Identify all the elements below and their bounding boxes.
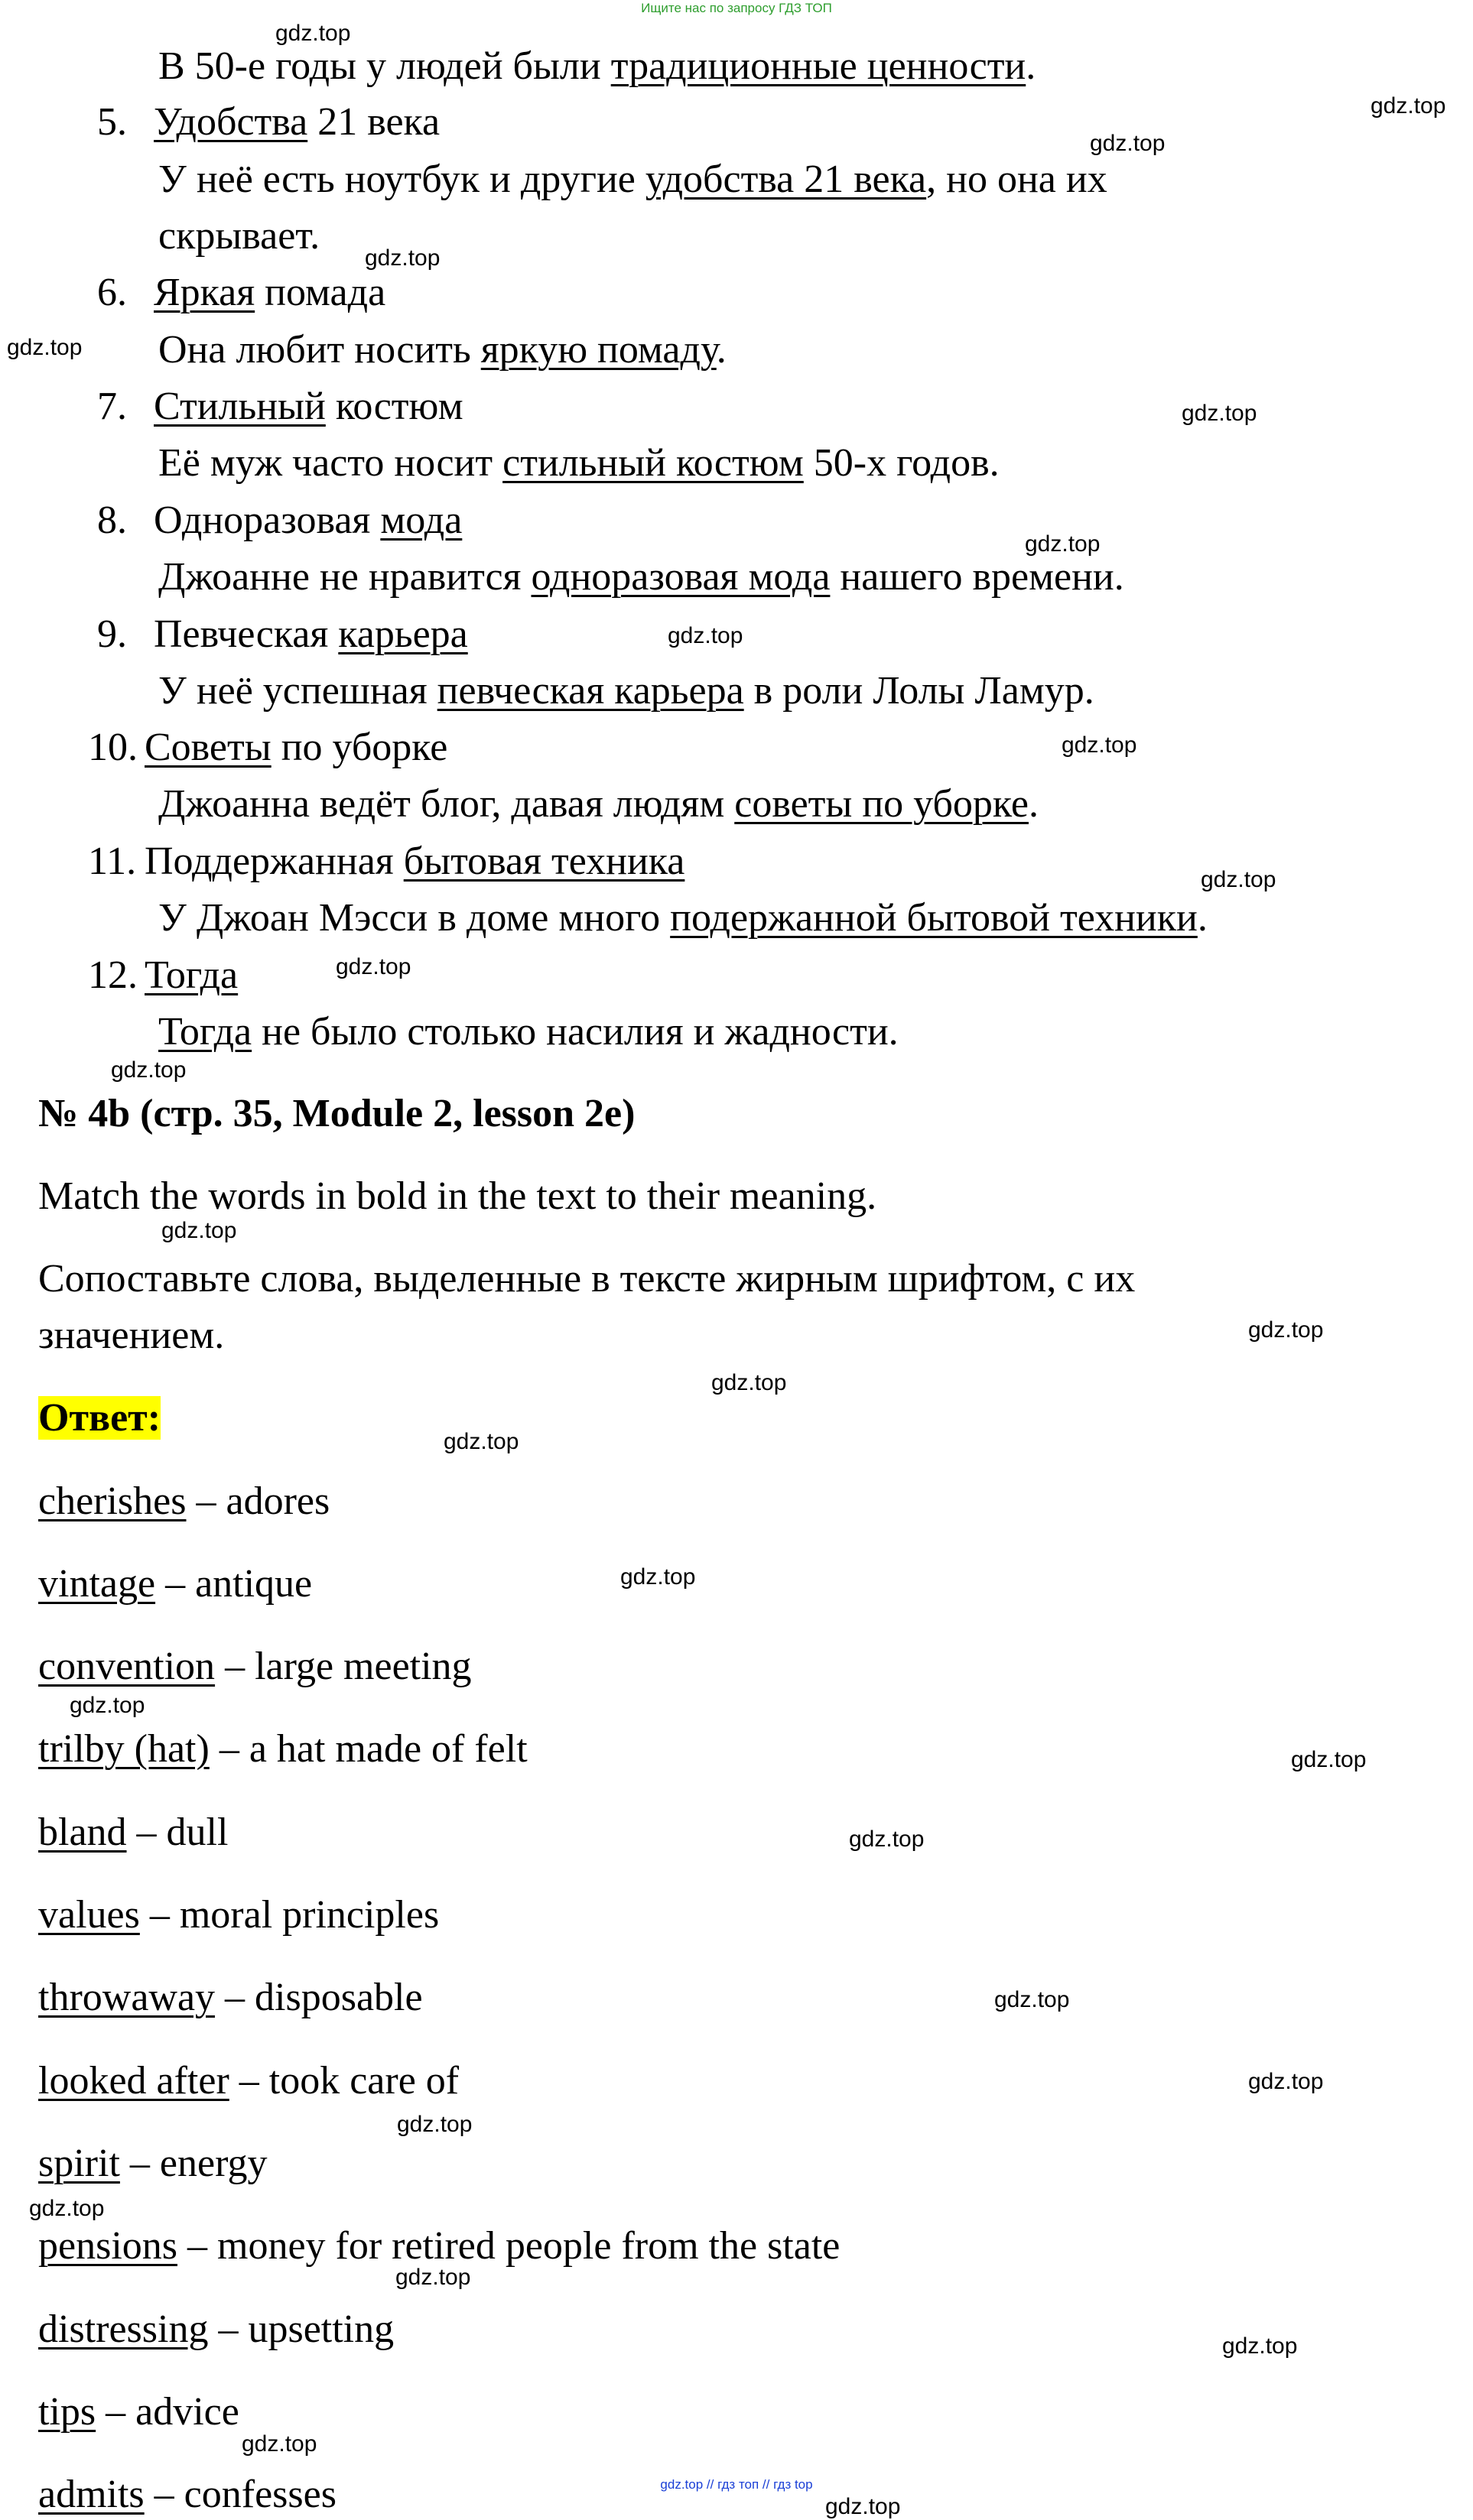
item-8-phrase: 8. Одноразовая мода <box>97 498 463 542</box>
watermark: gdz.top <box>849 1827 925 1852</box>
item-10-sentence: Джоанна ведёт блог, давая людям советы по уборке. <box>158 782 1039 826</box>
match-item: bland – dull <box>38 1810 229 1854</box>
match-item: throwaway – disposable <box>38 1976 423 2019</box>
task-heading: № 4b (стр. 35, Module 2, lesson 2e) <box>38 1092 636 1135</box>
watermark: gdz.top <box>365 245 441 271</box>
match-item: distressing – upsetting <box>38 2307 395 2351</box>
item-9-sentence: У неё успешная певческая карьера в роли Лолы Ламур. <box>158 669 1094 713</box>
match-item: cherishes – adores <box>38 1479 330 1523</box>
match-item: convention – large meeting <box>38 1645 472 1688</box>
watermark: gdz.top <box>242 2431 317 2457</box>
item-6-sentence: Она любит носить яркую помаду. <box>158 328 727 372</box>
match-item: trilby (hat) – a hat made of felt <box>38 1727 528 1771</box>
match-item: looked after – took care of <box>38 2059 460 2103</box>
watermark: gdz.top <box>1291 1747 1367 1772</box>
match-item: vintage – antique <box>38 1562 313 1606</box>
item-4-sentence: В 50-е годы у людей были традиционные ценности. <box>158 44 1036 88</box>
instruction-russian-line-1: Сопоставьте слова, выделенные в тексте жирным шрифтом, с их <box>38 1257 1136 1301</box>
instruction-russian-line-2: значением. <box>38 1314 225 1357</box>
watermark: gdz.top <box>111 1057 187 1083</box>
item-12-phrase: 12. Тогда <box>88 953 239 997</box>
item-12-sentence: Тогда не было столько насилия и жадности. <box>158 1010 899 1054</box>
watermark: gdz.top <box>668 623 743 648</box>
watermark: gdz.top <box>1182 401 1257 426</box>
item-5-sentence: У неё есть ноутбук и другие удобства 21 века, но она их <box>158 158 1107 201</box>
top-banner[interactable]: Ищите нас по запросу ГДЗ ТОП <box>641 1 832 15</box>
watermark: gdz.top <box>1371 93 1446 119</box>
match-item: spirit – energy <box>38 2142 268 2185</box>
answer-label: Ответ: <box>38 1396 161 1440</box>
item-8-sentence: Джоанне не нравится одноразовая мода нашего времени. <box>158 555 1124 599</box>
watermark: gdz.top <box>29 2196 105 2221</box>
match-item: tips – advice <box>38 2390 239 2434</box>
match-item: values – moral principles <box>38 1893 440 1937</box>
match-item: admits – confesses <box>38 2473 337 2516</box>
watermark: gdz.top <box>397 2112 473 2137</box>
watermark: gdz.top <box>395 2265 471 2290</box>
watermark: gdz.top <box>70 1693 145 1718</box>
watermark: gdz.top <box>161 1218 237 1243</box>
watermark: gdz.top <box>1248 2069 1324 2094</box>
footer-links[interactable]: gdz.top // гдз топ // гдз top <box>660 2477 813 2492</box>
item-5-phrase: 5. Удобства 21 века <box>97 100 441 144</box>
watermark: gdz.top <box>711 1370 787 1395</box>
item-9-phrase: 9. Певческая карьера <box>97 612 468 656</box>
watermark: gdz.top <box>1090 131 1166 156</box>
item-5-sentence-cont: скрывает. <box>158 214 320 258</box>
watermark: gdz.top <box>1222 2333 1298 2359</box>
item-10-phrase: 10. Советы по уборке <box>88 726 448 769</box>
item-11-sentence: У Джоан Мэсси в доме много подержанной бытовой техники. <box>158 896 1208 940</box>
item-7-phrase: 7. Стильный костюм <box>97 385 463 428</box>
instruction-english: Match the words in bold in the text to their meaning. <box>38 1174 877 1218</box>
watermark: gdz.top <box>444 1429 519 1454</box>
watermark: gdz.top <box>994 1987 1070 2012</box>
match-item: pensions – money for retired people from the state <box>38 2224 841 2268</box>
item-11-phrase: 11. Поддержанная бытовая техника <box>88 839 685 883</box>
item-6-phrase: 6. Яркая помада <box>97 271 386 314</box>
watermark: gdz.top <box>7 335 83 360</box>
watermark: gdz.top <box>825 2494 901 2519</box>
watermark: gdz.top <box>1062 732 1137 758</box>
watermark: gdz.top <box>1025 531 1101 557</box>
watermark: gdz.top <box>1248 1317 1324 1343</box>
watermark: gdz.top <box>336 954 411 979</box>
watermark: gdz.top <box>620 1564 696 1590</box>
watermark: gdz.top <box>275 21 351 46</box>
item-7-sentence: Её муж часто носит стильный костюм 50-х годов. <box>158 441 1000 485</box>
watermark: gdz.top <box>1201 867 1276 892</box>
